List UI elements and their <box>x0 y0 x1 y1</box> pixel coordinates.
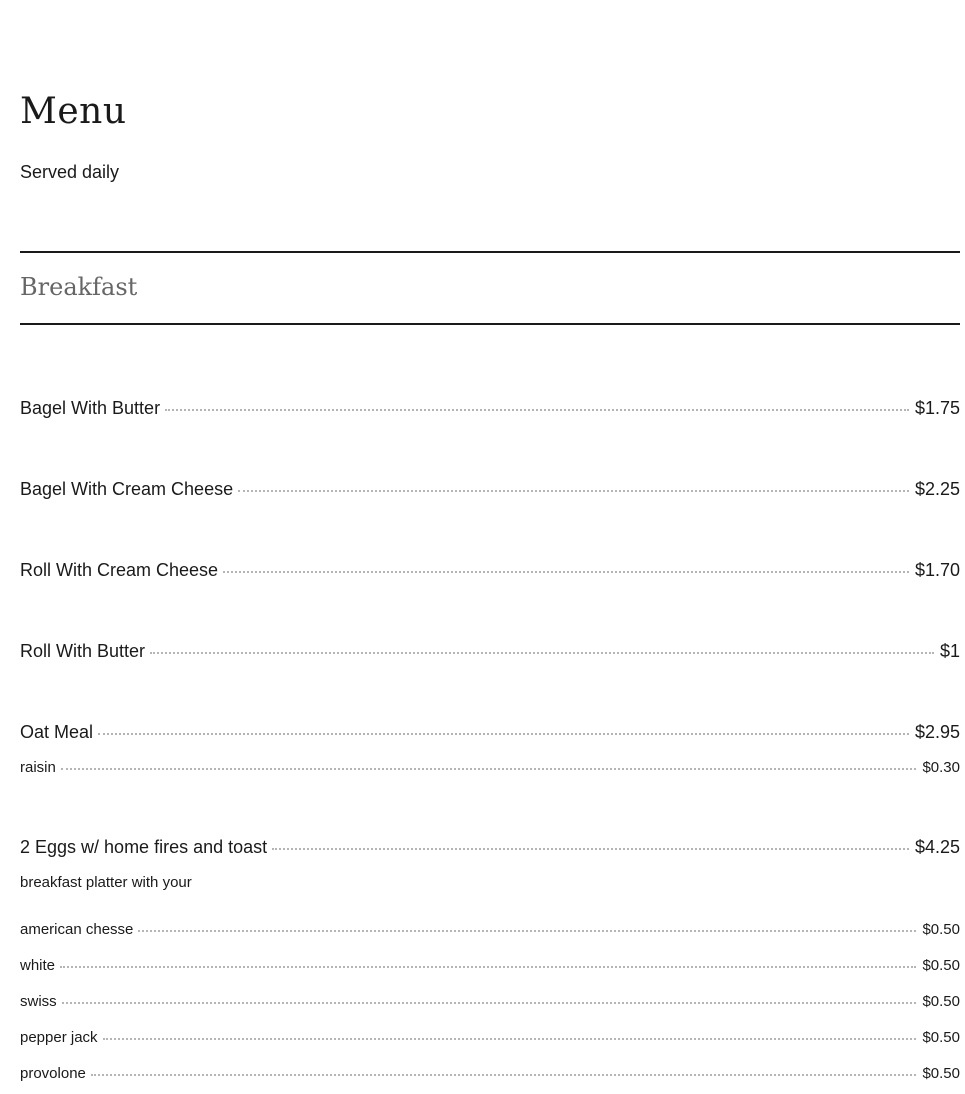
dot-leader <box>61 767 917 770</box>
menu-item <box>20 720 960 744</box>
menu-item-description: breakfast platter with your <box>20 874 192 891</box>
menu-item <box>20 558 960 582</box>
dot-leader <box>138 929 916 932</box>
dot-leader <box>238 489 909 492</box>
dot-leader <box>272 847 909 850</box>
option-price: $0.50 <box>922 1065 960 1082</box>
option-name: pepper jack <box>20 1029 98 1046</box>
option-price: $0.30 <box>922 759 960 776</box>
dot-leader <box>98 732 909 735</box>
option-name: swiss <box>20 993 57 1010</box>
option-name: white <box>20 957 56 974</box>
option-name: raisin <box>20 759 56 776</box>
menu-item-option <box>20 920 960 940</box>
dot-leader <box>91 1073 917 1076</box>
menu-item-price: $2.25 <box>914 479 960 499</box>
menu-item-price: $1.70 <box>914 560 960 580</box>
dot-leader <box>165 408 909 411</box>
page-title: Menu <box>20 91 127 132</box>
dot-leader <box>103 1037 917 1040</box>
section-header <box>20 251 960 325</box>
menu-item-option <box>20 1028 960 1048</box>
menu-item <box>20 396 960 420</box>
menu-item-option <box>20 758 960 778</box>
menu-item-option <box>20 992 960 1012</box>
option-price: $0.50 <box>922 957 960 974</box>
menu-item <box>20 639 960 663</box>
menu-item-name: Roll With Butter <box>20 641 146 661</box>
menu-item-price: $4.25 <box>914 837 960 857</box>
section-title: Breakfast <box>20 273 138 301</box>
page-subtitle: Served daily <box>20 162 120 182</box>
menu-item <box>20 835 960 859</box>
menu-item-price: $2.95 <box>914 722 960 742</box>
menu-item-name: Bagel With Butter <box>20 398 161 418</box>
dot-leader <box>150 651 934 654</box>
menu-item-name: Oat Meal <box>20 722 94 742</box>
option-price: $0.50 <box>922 1029 960 1046</box>
option-name: american chesse <box>20 921 134 938</box>
menu-item-price: $1.75 <box>914 398 960 418</box>
dot-leader <box>60 965 916 968</box>
option-price: $0.50 <box>922 921 960 938</box>
menu-item-name: Bagel With Cream Cheese <box>20 479 234 499</box>
menu-item-name: 2 Eggs w/ home fires and toast <box>20 837 268 857</box>
dot-leader <box>223 570 909 573</box>
menu-item-option <box>20 1064 960 1084</box>
option-price: $0.50 <box>922 993 960 1010</box>
option-name: provolone <box>20 1065 86 1082</box>
menu-item <box>20 477 960 501</box>
menu-item-name: Roll With Cream Cheese <box>20 560 219 580</box>
menu-item-price: $1 <box>939 641 960 661</box>
dot-leader <box>62 1001 917 1004</box>
menu-item-option <box>20 956 960 976</box>
